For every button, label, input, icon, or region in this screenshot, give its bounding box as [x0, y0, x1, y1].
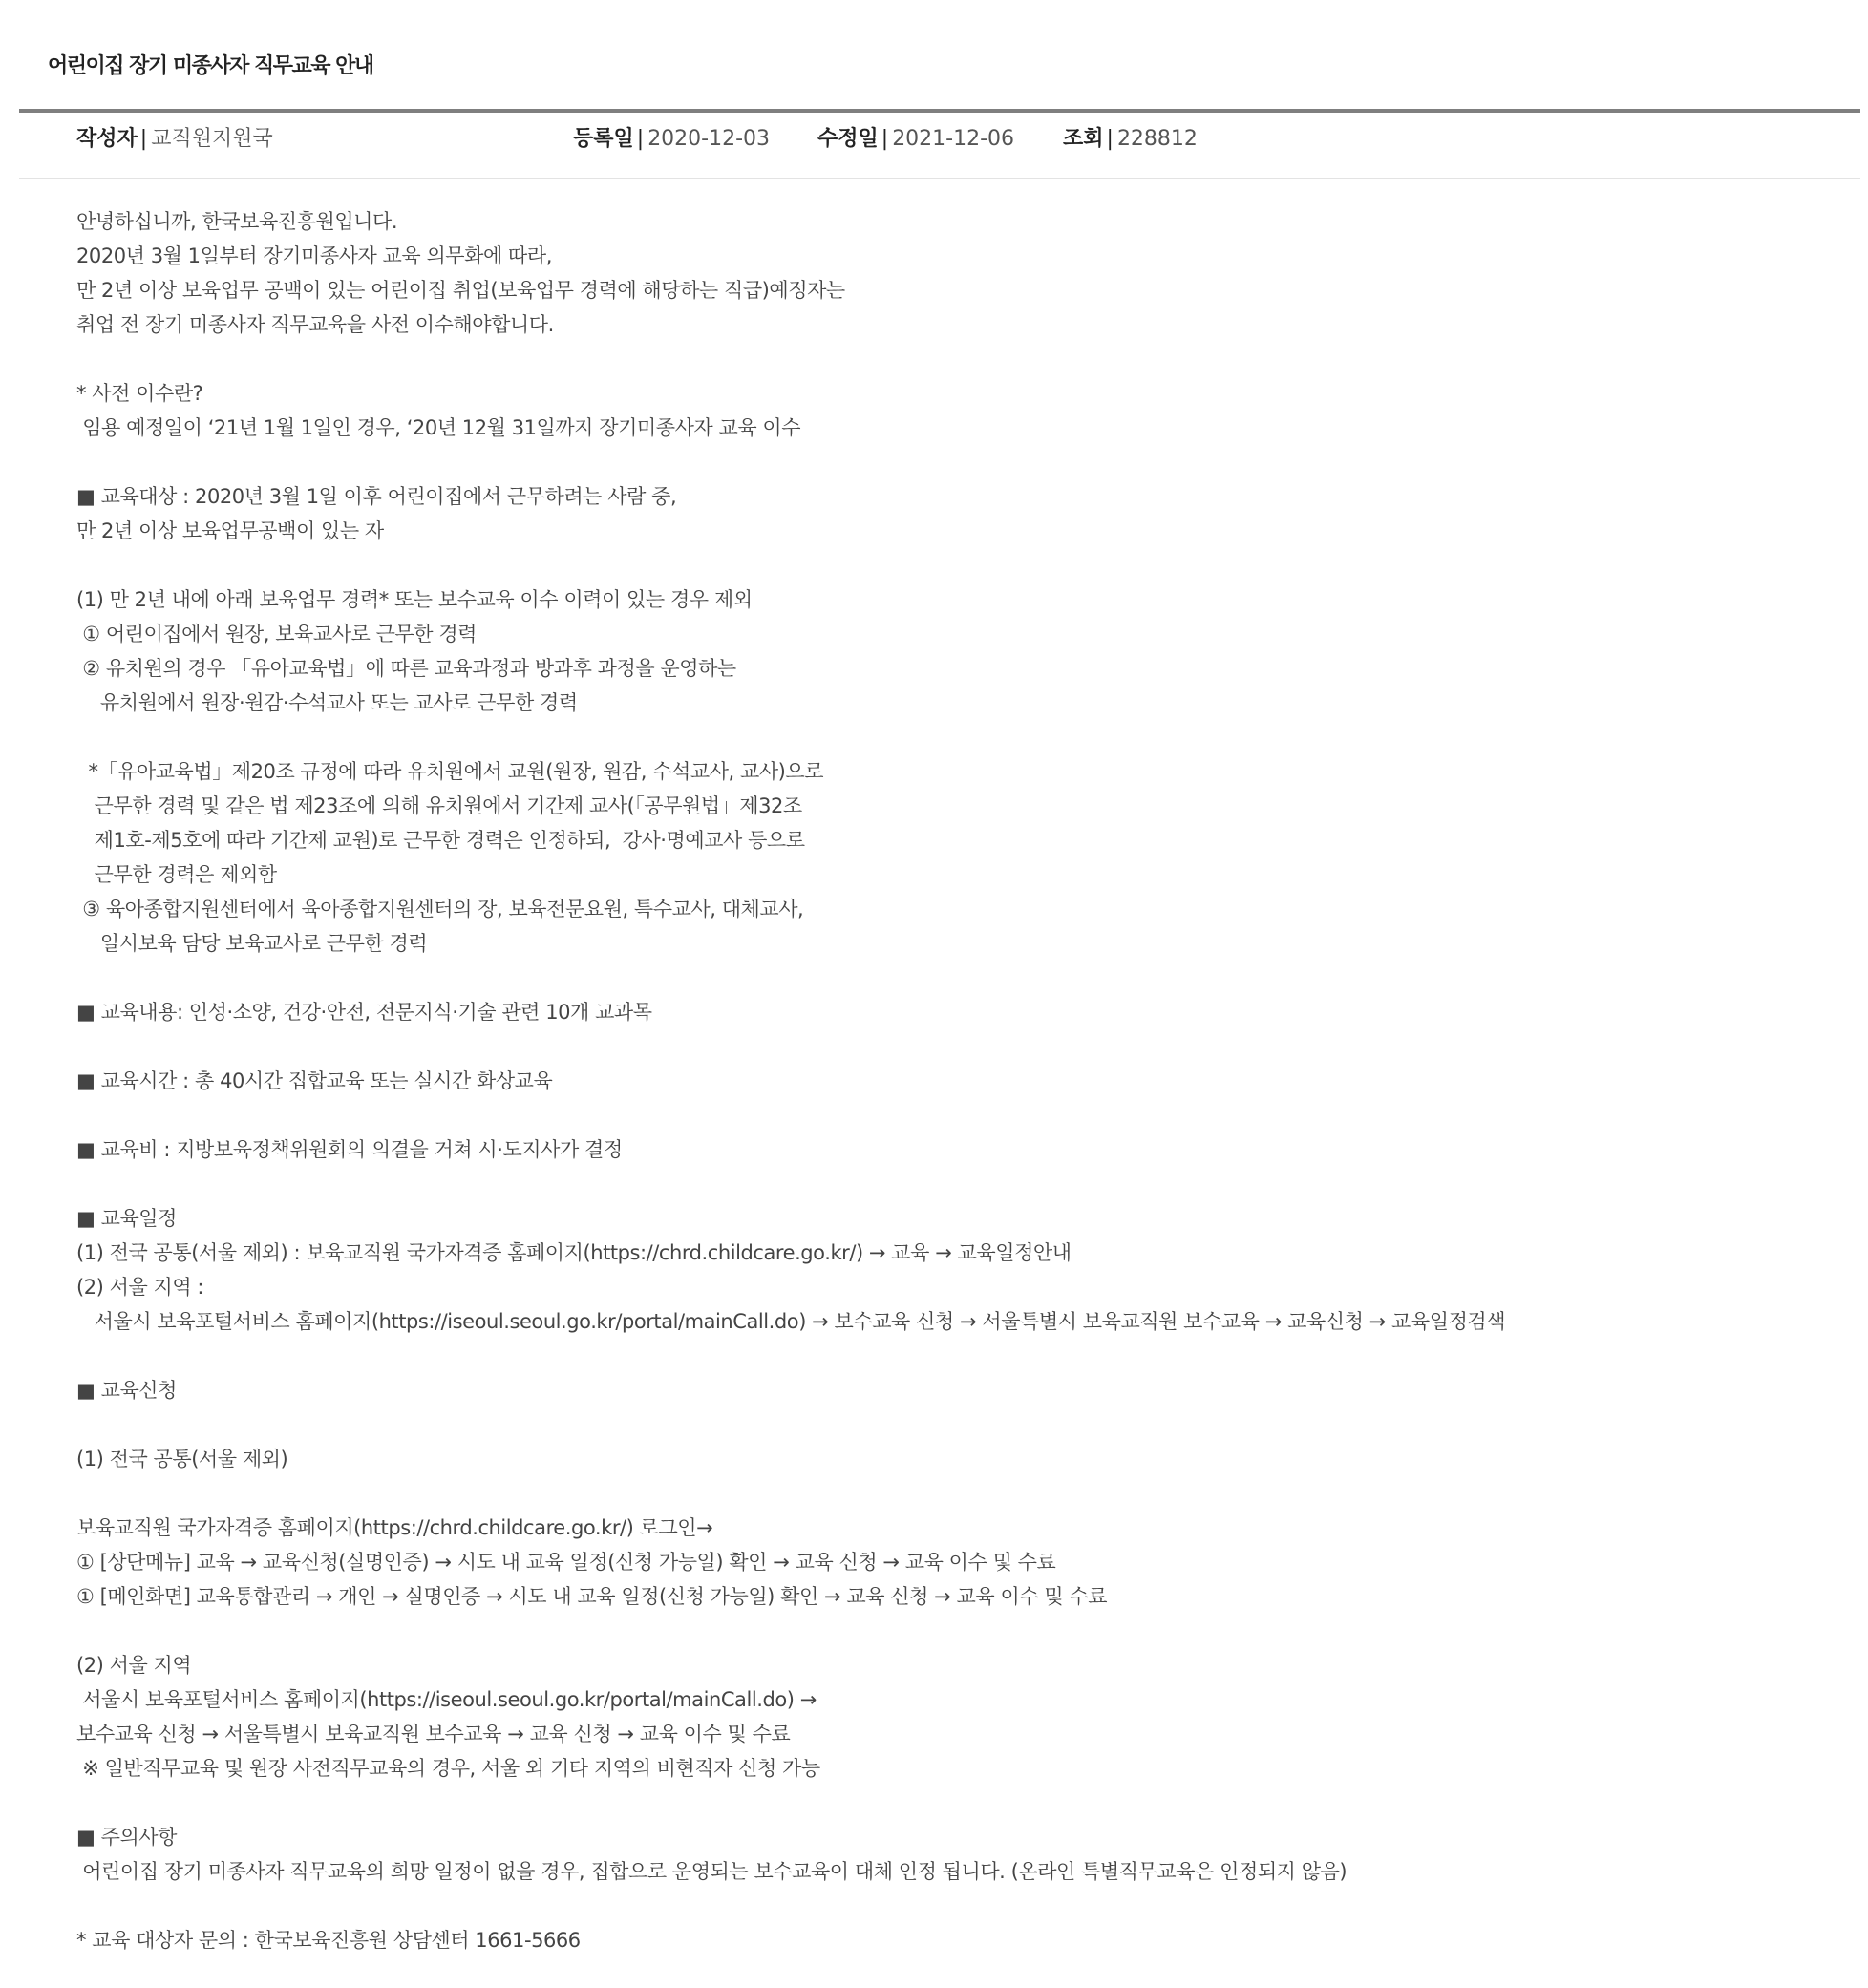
- body-line: ③ 육아종합지원센터에서 육아종합지원센터의 장, 보육전문요원, 특수교사, 대체교사,: [76, 898, 804, 920]
- body-line: 근무한 경력은 제외함: [76, 863, 277, 886]
- body-line: 보수교육 신청 → 서울특별시 보육교직원 보수교육 → 교육 신청 → 교육 이수 및 수료: [76, 1723, 791, 1745]
- blank-line: [76, 1476, 1843, 1511]
- body-line: ① 어린이집에서 원장, 보육교사로 근무한 경력: [76, 623, 477, 645]
- registered-date: 2020-12-03: [647, 127, 771, 151]
- registered-label: 등록일: [573, 127, 634, 151]
- body-line: 어린이집 장기 미종사자 직무교육의 희망 일정이 없을 경우, 집합으로 운영되는 보수교육이 대체 인정 됩니다. (온라인 특별직무교육은 인정되지 않음): [76, 1860, 1348, 1883]
- blank-line: [76, 720, 1843, 754]
- body-line: 임용 예정일이 ‘21년 1월 1일인 경우, ‘20년 12월 31일까지 장기미종사자 교육 이수: [76, 416, 801, 439]
- body-line: ■ 교육내용: 인성·소양, 건강·안전, 전문지식·기술 관련 10개 교과목: [76, 1001, 652, 1024]
- views-label: 조회: [1063, 127, 1104, 151]
- body-line: ■ 교육시간 : 총 40시간 집합교육 또는 실시간 화상교육: [76, 1069, 553, 1092]
- meta-separator: |: [1106, 127, 1114, 151]
- body-line: * 사전 이수란?: [76, 382, 203, 405]
- meta-author: [76, 120, 273, 159]
- meta-views: [1063, 120, 1198, 159]
- body-line: 서울시 보육포털서비스 홈페이지(https://iseoul.seoul.go.kr/portal/mainCall.do) →: [76, 1688, 817, 1711]
- body-line: 서울시 보육포털서비스 홈페이지(https://iseoul.seoul.go.kr/portal/mainCall.do) → 보수교육 신청 → 서울특별시 보육교직원 보수교육 → 교육신청 → 교육일정검색: [76, 1310, 1506, 1333]
- body-line: ※ 일반직무교육 및 원장 사전직무교육의 경우, 서울 외 기타 지역의 비현직자 신청 가능: [76, 1757, 820, 1780]
- body-line: (1) 전국 공통(서울 제외) : 보육교직원 국가자격증 홈페이지(https://chrd.childcare.go.kr/) → 교육 → 교육일정안내: [76, 1241, 1072, 1264]
- meta-modified: [817, 120, 1014, 159]
- body-line: ① [메인화면] 교육통합관리 → 개인 → 실명인증 → 시도 내 교육 일정(신청 가능일) 확인 → 교육 신청 → 교육 이수 및 수료: [76, 1585, 1108, 1608]
- blank-line: [76, 1614, 1843, 1648]
- author-label: 작성자: [76, 127, 138, 151]
- body-line: ■ 교육일정: [76, 1207, 177, 1230]
- body-line: 보육교직원 국가자격증 홈페이지(https://chrd.childcare.go.kr/) 로그인→: [76, 1516, 713, 1539]
- body-line: 취업 전 장기 미종사자 직무교육을 사전 이수해야합니다.: [76, 313, 554, 336]
- body-line: 제1호-제5호에 따라 기간제 교원)로 근무한 경력은 인정하되, 강사·명예교사 등으로: [76, 829, 805, 852]
- modified-label: 수정일: [817, 127, 879, 151]
- page-title: 어린이집 장기 미종사자 직무교육 안내: [48, 54, 373, 78]
- blank-line: [76, 961, 1843, 995]
- body-line: 2020년 3월 1일부터 장기미종사자 교육 의무화에 따라,: [76, 244, 552, 267]
- blank-line: [76, 1889, 1843, 1923]
- blank-line: [76, 1407, 1843, 1442]
- body-line: *「유아교육법」제20조 규정에 따라 유치원에서 교원(원장, 원감, 수석교사, 교사)으로: [76, 760, 824, 783]
- blank-line: [76, 548, 1843, 582]
- title-divider: [19, 109, 1860, 113]
- body-line: ■ 교육대상 : 2020년 3월 1일 이후 어린이집에서 근무하려는 사람 중,: [76, 485, 677, 508]
- body-line: 유치원에서 원장·원감·수석교사 또는 교사로 근무한 경력: [76, 691, 578, 714]
- body-line: ② 유치원의 경우 「유아교육법」에 따른 교육과정과 방과후 과정을 운영하는: [76, 657, 736, 680]
- body-line: (1) 전국 공통(서울 제외): [76, 1448, 288, 1470]
- body-line: ■ 교육신청: [76, 1379, 177, 1402]
- blank-line: [76, 1029, 1843, 1064]
- body-line: 만 2년 이상 보육업무공백이 있는 자: [76, 519, 384, 542]
- blank-line: [76, 1098, 1843, 1132]
- body-line: 안녕하십니까, 한국보육진흥원입니다.: [76, 210, 398, 233]
- meta-separator: |: [881, 127, 889, 151]
- body-line: * 교육 대상자 문의 : 한국보육진흥원 상담센터 1661-5666: [76, 1929, 581, 1952]
- body-line: 근무한 경력 및 같은 법 제23조에 의해 유치원에서 기간제 교사(「공무원법」제32조: [76, 794, 802, 817]
- meta-divider: [19, 178, 1860, 179]
- views-count: 228812: [1116, 127, 1198, 151]
- body-line: (2) 서울 지역: [76, 1654, 192, 1677]
- article-body: [76, 204, 1843, 1957]
- meta-separator: |: [139, 127, 148, 151]
- blank-line: [76, 1167, 1843, 1201]
- meta-separator: |: [636, 127, 645, 151]
- body-line: (2) 서울 지역 :: [76, 1276, 204, 1299]
- body-line: ■ 교육비 : 지방보육정책위원회의 의결을 거쳐 시·도지사가 결정: [76, 1138, 623, 1161]
- body-line: ① [상단메뉴] 교육 → 교육신청(실명인증) → 시도 내 교육 일정(신청 가능일) 확인 → 교육 신청 → 교육 이수 및 수료: [76, 1551, 1056, 1574]
- blank-line: [76, 342, 1843, 376]
- body-line: ■ 주의사항: [76, 1826, 177, 1849]
- article-meta: [0, 120, 1868, 159]
- author-value: 교직원지원국: [151, 127, 273, 151]
- blank-line: [76, 445, 1843, 479]
- blank-line: [76, 1339, 1843, 1373]
- body-line: (1) 만 2년 내에 아래 보육업무 경력* 또는 보수교육 이수 이력이 있는 경우 제외: [76, 588, 753, 611]
- body-line: 일시보육 담당 보육교사로 근무한 경력: [76, 932, 428, 955]
- blank-line: [76, 1786, 1843, 1820]
- meta-registered: [573, 120, 770, 159]
- body-line: 만 2년 이상 보육업무 공백이 있는 어린이집 취업(보육업무 경력에 해당하는 직급)예정자는: [76, 279, 845, 302]
- modified-date: 2021-12-06: [892, 127, 1015, 151]
